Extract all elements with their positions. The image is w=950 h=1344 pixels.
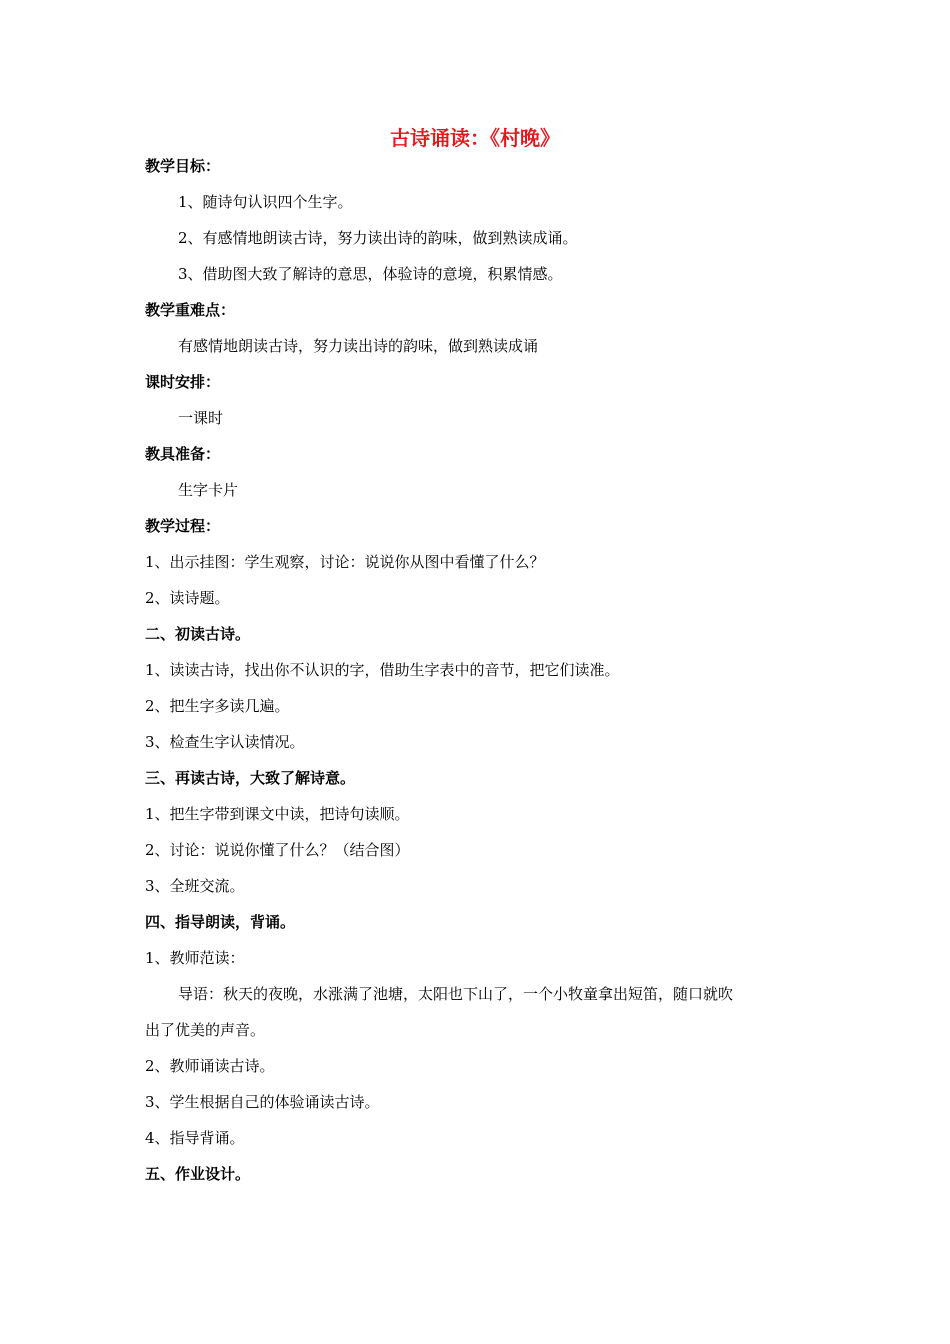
indented-paragraph: 生字卡片 — [178, 481, 239, 499]
indented-paragraph: 导语：秋天的夜晚，水涨满了池塘，太阳也下山了，一个小牧童拿出短笛，随口就吹 — [178, 985, 734, 1003]
paragraph-line: 4、指导背诵。 — [145, 1129, 245, 1147]
paragraph-line: 1、出示挂图：学生观察，讨论：说说你从图中看懂了什么？ — [145, 553, 545, 571]
section-heading: 教学重难点： — [145, 301, 236, 319]
section-heading: 教学过程： — [145, 517, 221, 535]
section-heading: 二、初读古诗。 — [145, 625, 251, 643]
section-heading: 教具准备： — [145, 445, 221, 463]
indented-paragraph: 有感情地朗读古诗，努力读出诗的韵味，做到熟读成诵 — [178, 337, 539, 355]
section-heading: 四、指导朗读，背诵。 — [145, 913, 296, 931]
paragraph-line: 2、教师诵读古诗。 — [145, 1057, 275, 1075]
paragraph-line: 3、全班交流。 — [145, 877, 245, 895]
indented-paragraph: 2、有感情地朗读古诗，努力读出诗的韵味，做到熟读成诵。 — [178, 229, 578, 247]
paragraph-line: 1、把生字带到课文中读，把诗句读顺。 — [145, 805, 410, 823]
page-title: 古诗诵读：《村晚》 — [390, 126, 560, 150]
indented-paragraph: 一课时 — [178, 409, 224, 427]
paragraph-line: 2、把生字多读几遍。 — [145, 697, 290, 715]
paragraph-line: 3、检查生字认读情况。 — [145, 733, 305, 751]
paragraph-line: 2、读诗题。 — [145, 589, 230, 607]
section-heading: 三、再读古诗，大致了解诗意。 — [145, 769, 356, 787]
paragraph-line: 2、讨论：说说你懂了什么？（结合图） — [145, 841, 410, 859]
section-heading: 教学目标： — [145, 157, 221, 175]
indented-paragraph: 1、随诗句认识四个生字。 — [178, 193, 353, 211]
document-body — [145, 148, 825, 1192]
indented-paragraph: 3、借助图大致了解诗的意思，体验诗的意境，积累情感。 — [178, 265, 563, 283]
section-heading: 五、作业设计。 — [145, 1165, 251, 1183]
paragraph-line: 3、学生根据自己的体验诵读古诗。 — [145, 1093, 380, 1111]
paragraph-line: 出了优美的声音。 — [145, 1021, 266, 1039]
paragraph-line: 1、读读古诗，找出你不认识的字，借助生字表中的音节，把它们读准。 — [145, 661, 620, 679]
paragraph-line: 1、教师范读： — [145, 949, 245, 967]
section-heading: 课时安排： — [145, 373, 221, 391]
